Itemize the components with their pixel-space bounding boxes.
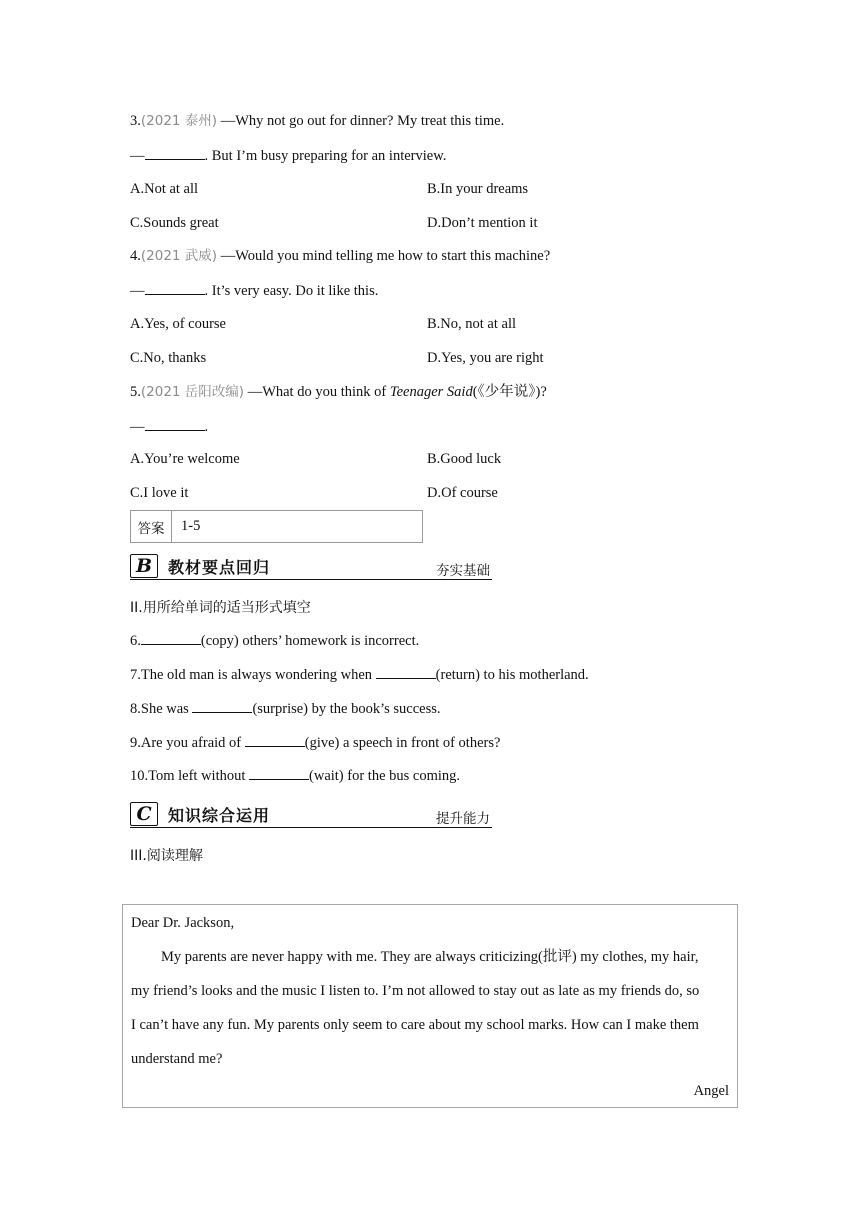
reply-text: . It’s very easy. Do it like this. bbox=[204, 283, 379, 299]
question-5-reply bbox=[130, 417, 208, 436]
item-text: (give) a speech in front of others? bbox=[304, 735, 501, 751]
dash: — bbox=[130, 419, 145, 435]
option-b: B.Good luck bbox=[427, 451, 502, 467]
item-text: (return) to his motherland. bbox=[435, 667, 589, 683]
option-c: C.Sounds great bbox=[130, 215, 219, 231]
question-text: —Would you mind telling me how to start this machine? bbox=[217, 248, 551, 264]
answer-value: 1-5 bbox=[181, 518, 201, 534]
item-text: 7.The old man is always wondering when bbox=[130, 667, 376, 683]
fill-item-8 bbox=[130, 699, 441, 718]
item-text: (wait) for the bus coming. bbox=[309, 768, 461, 784]
item-text: (copy) others’ homework is incorrect. bbox=[200, 633, 420, 649]
letter-line: my friend’s looks and the music I listen to. I’m not allowed to stay out as late as my friends do, so bbox=[131, 983, 700, 999]
answer-blank[interactable] bbox=[145, 146, 205, 160]
item-text: 6. bbox=[130, 633, 141, 649]
option-b: B.No, not at all bbox=[427, 316, 517, 332]
option-d: D.Yes, you are right bbox=[427, 350, 544, 366]
answer-blank[interactable] bbox=[249, 766, 309, 780]
answer-blank[interactable] bbox=[245, 733, 305, 747]
question-4-stem bbox=[130, 247, 550, 265]
option-d: D.Don’t mention it bbox=[427, 215, 538, 231]
item-text: 8.She was bbox=[130, 701, 193, 717]
fill-item-6 bbox=[130, 631, 419, 650]
question-4-reply bbox=[130, 281, 378, 300]
item-text: (surprise) by the book’s success. bbox=[252, 701, 441, 717]
part-3-heading: III.阅读理解 bbox=[130, 848, 203, 864]
item-text: 9.Are you afraid of bbox=[130, 735, 245, 751]
option-b: B.In your dreams bbox=[427, 181, 529, 197]
option-a: A.Not at all bbox=[130, 181, 199, 197]
letter-signoff: Angel bbox=[693, 1083, 729, 1099]
question-source: (2021 武威) bbox=[140, 248, 218, 264]
answer-label: 答案 bbox=[131, 511, 172, 542]
part-2-heading: II.用所给单词的适当形式填空 bbox=[130, 600, 311, 616]
option-c: C.I love it bbox=[130, 485, 189, 501]
section-c-title: 知识综合运用 bbox=[168, 806, 271, 825]
item-text: 10.Tom left without bbox=[130, 768, 250, 784]
dash: — bbox=[130, 283, 145, 299]
question-text-end: (《少年说》)? bbox=[472, 384, 547, 400]
question-text: —What do you think of bbox=[244, 384, 390, 400]
question-number: 5. bbox=[130, 384, 141, 400]
reply-text: . bbox=[204, 419, 209, 435]
letter-greeting: Dear Dr. Jackson, bbox=[131, 915, 235, 931]
letter-line: understand me? bbox=[131, 1051, 223, 1067]
section-c-badge: C bbox=[130, 802, 158, 826]
option-a: A.Yes, of course bbox=[130, 316, 226, 332]
option-d: D.Of course bbox=[427, 485, 498, 501]
book-title: Teenager Said bbox=[389, 384, 473, 400]
question-3-reply bbox=[130, 146, 446, 165]
section-b-title: 教材要点回归 bbox=[168, 558, 271, 577]
section-c-subtitle: 提升能力 bbox=[436, 811, 490, 827]
section-b-rule bbox=[130, 579, 492, 580]
section-b-banner bbox=[130, 552, 492, 580]
section-c-banner bbox=[130, 800, 492, 828]
answer-blank[interactable] bbox=[376, 665, 436, 679]
question-source: (2021 泰州) bbox=[140, 113, 218, 129]
fill-item-9 bbox=[130, 733, 500, 752]
dash: — bbox=[130, 148, 145, 164]
question-text: —Why not go out for dinner? My treat this time. bbox=[217, 113, 505, 129]
reading-passage-box bbox=[122, 904, 738, 1108]
reply-text: . But I’m busy preparing for an interview. bbox=[204, 148, 447, 164]
question-source: (2021 岳阳改编) bbox=[140, 384, 245, 400]
section-c-rule bbox=[130, 827, 492, 828]
question-3-stem bbox=[130, 112, 504, 130]
letter-line: I can’t have any fun. My parents only seem to care about my school marks. How can I make them bbox=[131, 1017, 699, 1033]
answer-blank[interactable] bbox=[145, 417, 205, 431]
question-5-stem bbox=[130, 383, 547, 401]
question-number: 4. bbox=[130, 248, 141, 264]
option-a: A.You’re welcome bbox=[130, 451, 240, 467]
option-c: C.No, thanks bbox=[130, 350, 207, 366]
section-b-subtitle: 夯实基础 bbox=[436, 563, 490, 579]
fill-item-7 bbox=[130, 665, 589, 684]
letter-line: My parents are never happy with me. They are always criticizing(批评) my clothes, my hair, bbox=[161, 949, 699, 965]
section-b-badge: B bbox=[130, 554, 158, 578]
answer-box bbox=[130, 510, 423, 543]
answer-blank[interactable] bbox=[141, 631, 201, 645]
question-number: 3. bbox=[130, 113, 141, 129]
answer-blank[interactable] bbox=[145, 281, 205, 295]
answer-blank[interactable] bbox=[192, 699, 252, 713]
fill-item-10 bbox=[130, 766, 460, 785]
